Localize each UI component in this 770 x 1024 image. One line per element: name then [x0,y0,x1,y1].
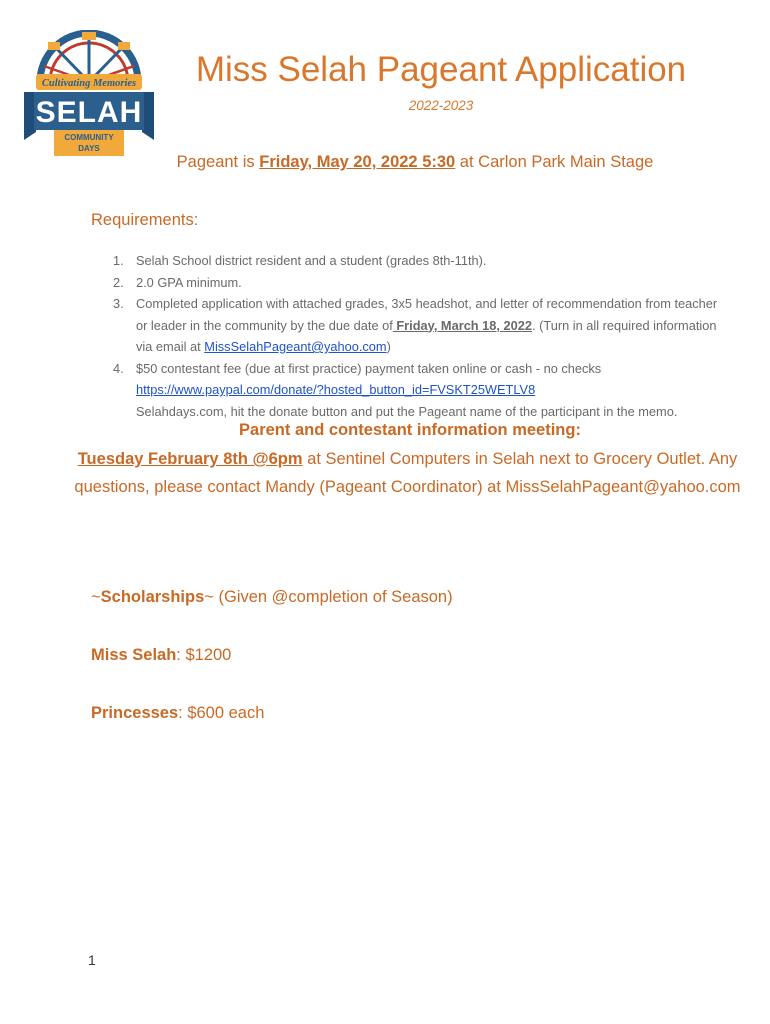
pageant-suffix: at Carlon Park Main Stage [455,153,654,171]
list-item-text: $50 contestant fee (due at first practice) payment taken online or cash - no checks [136,360,602,376]
princesses-label: Princesses [91,704,179,722]
logo-banner-text: Cultivating Memories [41,78,137,89]
logo-sub-line1: COMMUNITY [64,133,114,142]
logo-main-text: SELAH [35,96,143,129]
list-item-text: 2.0 GPA minimum. [136,274,242,290]
list-item-text: Selah School district resident and a student (grades 8th-11th). [136,253,487,268]
season-subtitle: 2022-2023 [408,98,474,113]
list-item-note: Selahdays.com, hit the donate button and put the Pageant name of the participant in the memo. [136,403,678,419]
miss-selah-label: Miss Selah [91,646,177,664]
princesses-scholarship [91,704,264,723]
pageant-date-line [100,153,730,172]
application-due-date: Friday, March 18, 2022 [392,317,532,333]
scholarships-prefix: ~ [91,588,101,606]
pageant-date: Friday, May 20, 2022 5:30 [259,153,456,171]
list-item-text: Completed application with attached grades, 3x5 headshot, and letter of recommendation from teacher or leader in the community by the due date of [136,296,718,333]
list-item-number: 1. [113,253,124,268]
scholarships-suffix: ~ (Given @completion of Season) [204,588,453,606]
meeting-heading: Parent and contestant information meeting: [239,421,581,439]
list-item-text: . (Turn in all required information via email at [136,317,717,354]
pageant-prefix: Pageant is [176,153,260,171]
requirements-list [91,250,731,422]
miss-selah-scholarship [91,646,231,665]
requirements-heading: Requirements: [91,211,199,229]
list-item-number: 4. [113,360,124,376]
scholarships-label: Scholarships [100,588,205,606]
list-item-text: ) [386,339,391,354]
email-link[interactable]: MissSelahPageant@yahoo.com [204,339,387,354]
list-item-number: 3. [113,296,124,311]
meeting-details [50,446,765,501]
miss-selah-value: : $1200 [176,646,232,664]
list-item-number: 2. [113,274,124,290]
scholarships-heading [91,588,453,607]
meeting-date: Tuesday February 8th @6pm [77,450,303,468]
selah-community-days-logo [22,30,156,158]
list-item [91,250,731,272]
list-item [91,293,731,358]
list-item [91,272,731,294]
list-item [91,358,731,423]
page-title: Miss Selah Pageant Application [195,50,687,89]
princesses-value: : $600 each [178,704,265,722]
logo-sub-line2: DAYS [78,144,100,153]
meeting-text: at Sentinel Computers in Selah next to Grocery Outlet. Any questions, please contact Mandy (Pageant Coordinator) at MissSelahPageant@yahoo.com [74,450,741,496]
page-number: 1 [88,952,96,968]
paypal-donate-link[interactable]: https://www.paypal.com/donate/?hosted_button_id=FVSKT25WETLV8 [136,382,536,397]
